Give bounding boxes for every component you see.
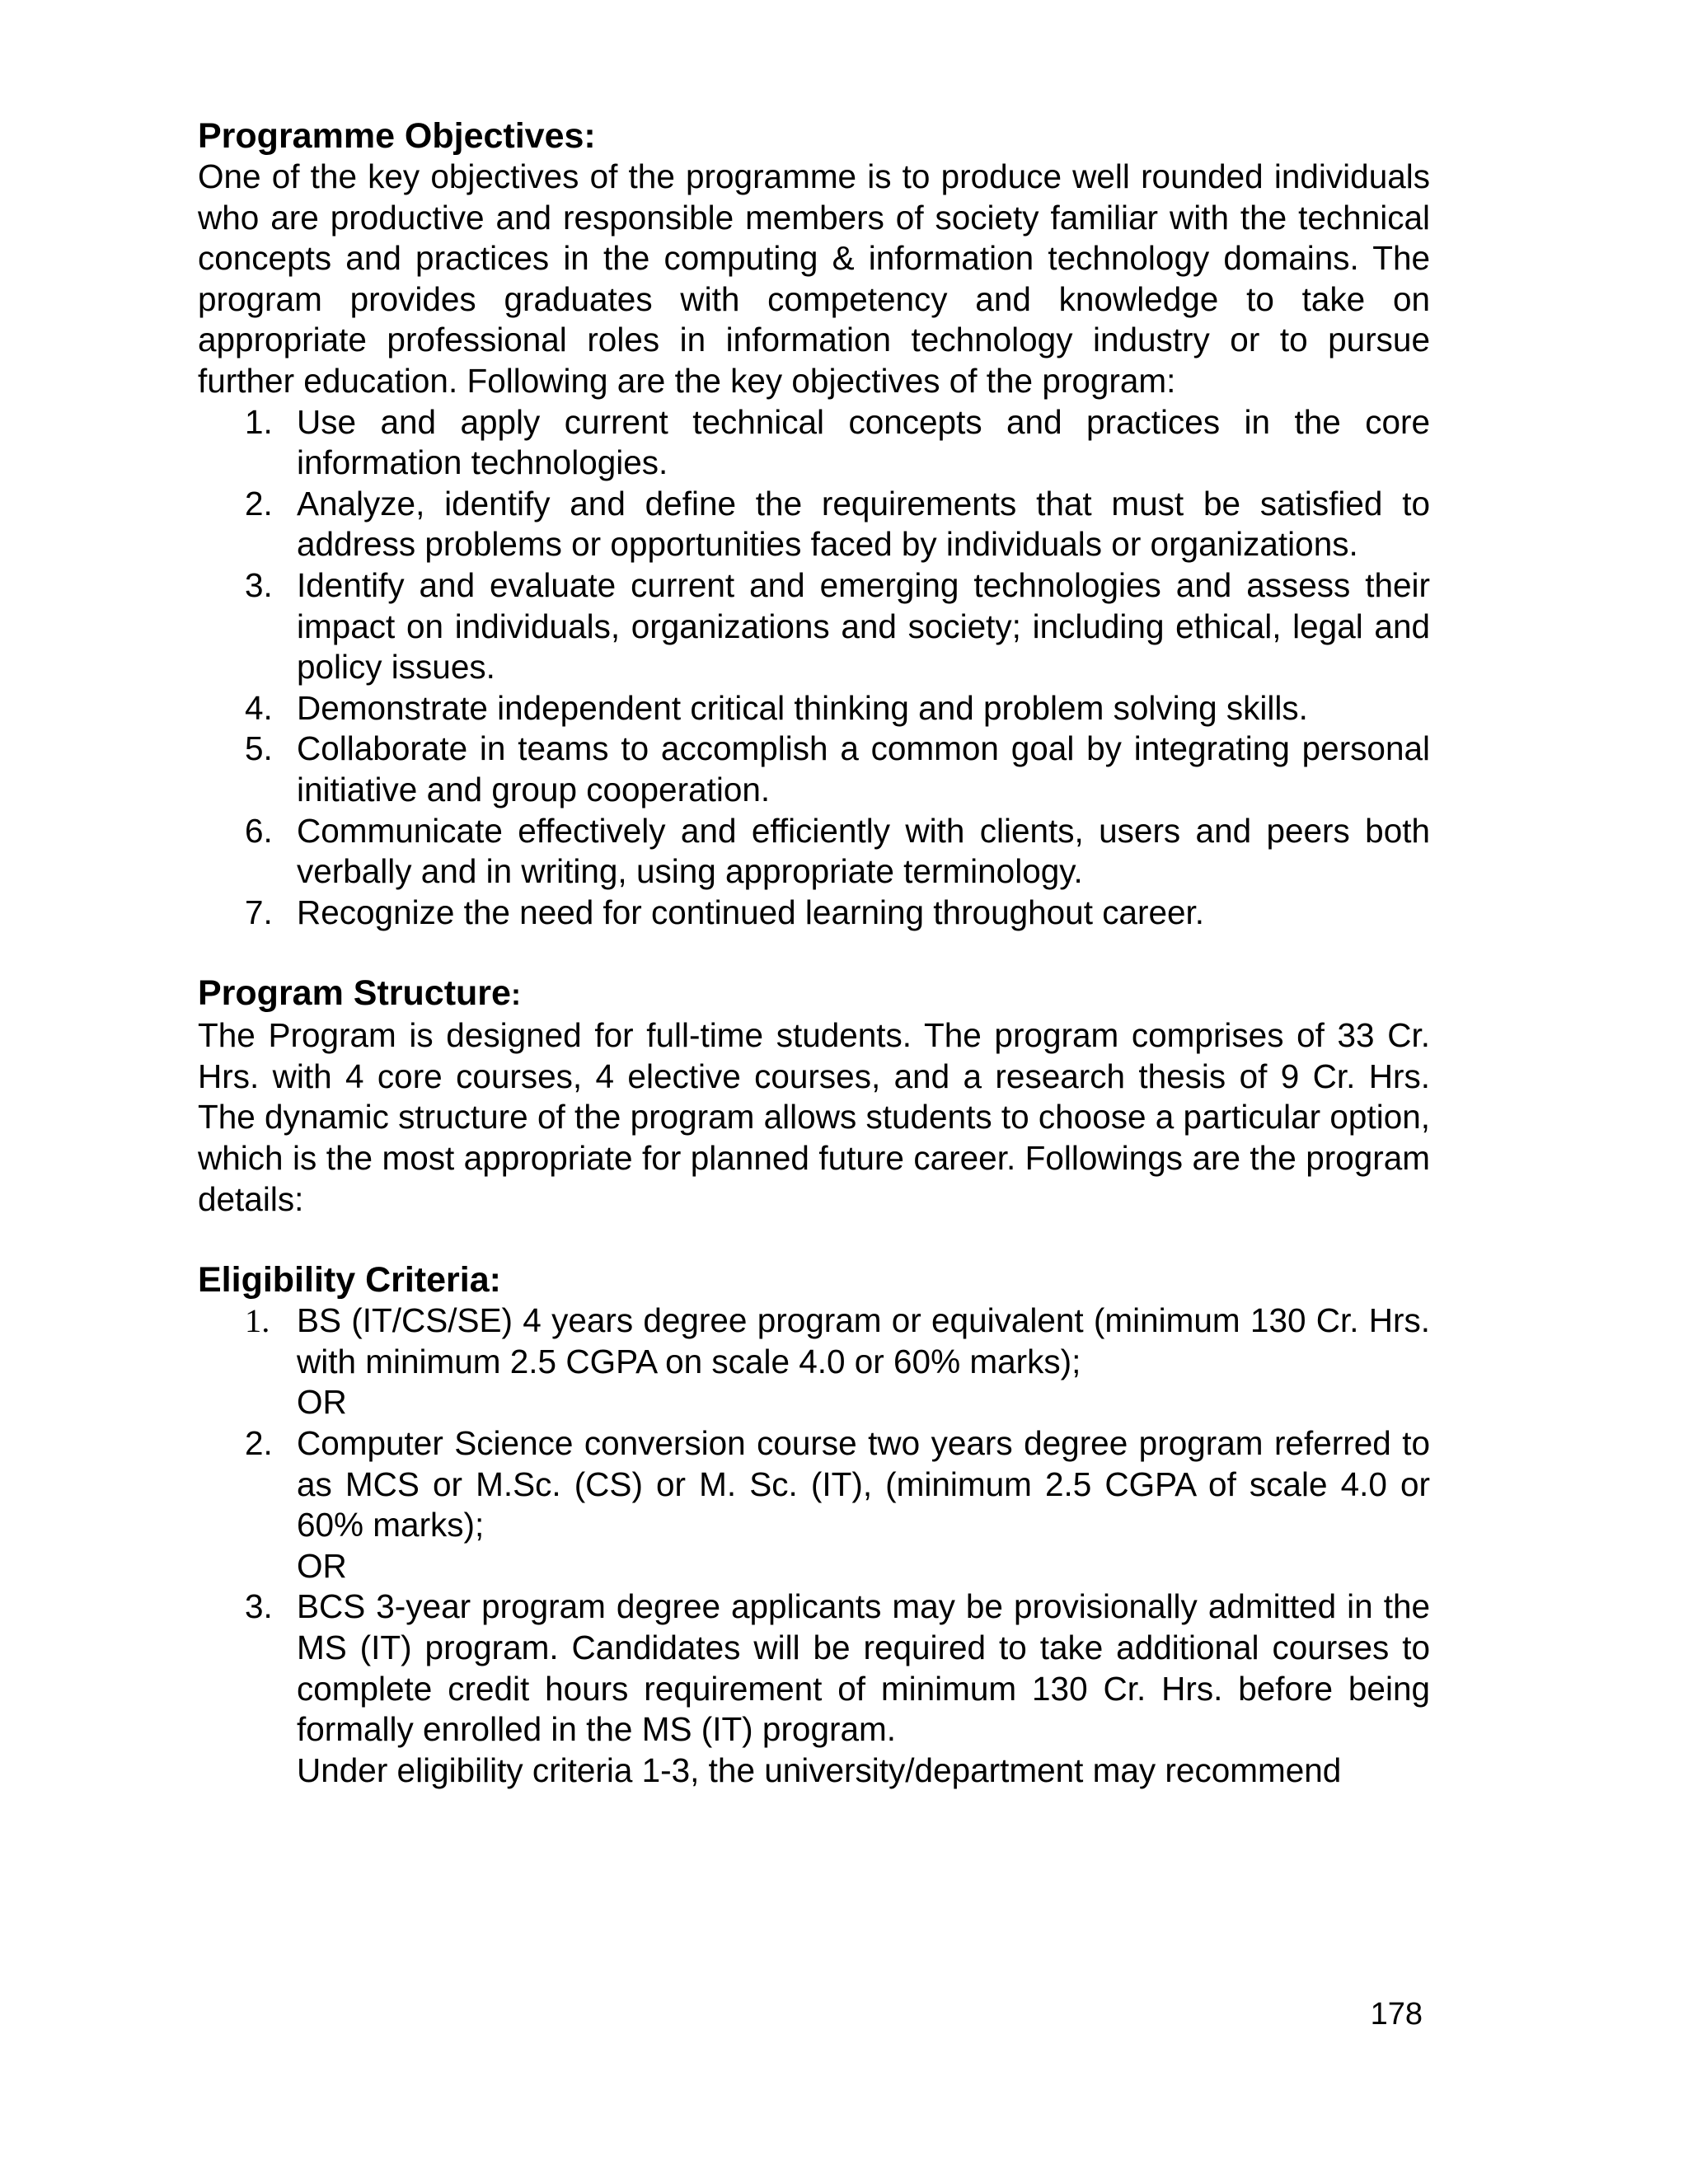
eligibility-heading: Eligibility Criteria:	[198, 1260, 501, 1301]
structure-body: The Program is designed for full-time students. The program comprises of 33 Cr. Hrs. with 4 core courses, 4 elective courses, and a research thesis of 9 Cr. Hrs. The dynamic structure of the program allows students to choose a particular option, which is the most appropriate for planned future career. Followings are the program details:	[198, 1016, 1430, 1218]
eligibility-item	[198, 1301, 1430, 1423]
objective-item	[198, 484, 1430, 565]
objective-text: Use and apply current technical concepts and practices in the core information technologies.	[297, 402, 1430, 482]
objective-number: 4.	[245, 688, 273, 727]
eligibility-text: BCS 3-year program degree applicants may be provisionally admitted in the MS (IT) program. Candidates will be required to take additional courses to complete credit hours requirement of minimum 130 Cr. Hrs. before being formally enrolled in the MS (IT) program.	[297, 1587, 1430, 1749]
objective-item	[198, 893, 1430, 934]
eligibility-number: 2.	[245, 1424, 273, 1463]
objective-text: Demonstrate independent critical thinking and problem solving skills.	[297, 688, 1308, 727]
objective-number: 5.	[245, 729, 273, 768]
objective-text: Identify and evaluate current and emerging technologies and assess their impact on individuals, organizations and society; including ethical, legal and policy issues.	[297, 565, 1430, 687]
objective-text: Analyze, identify and define the requirements that must be satisfied to address problems or opportunities faced by individuals or organizations.	[297, 484, 1430, 564]
eligibility-number: 1.	[245, 1302, 270, 1340]
document-page	[198, 115, 1430, 1791]
eligibility-or: OR	[297, 1546, 347, 1585]
objectives-intro: One of the key objectives of the programme is to produce well rounded individuals who are productive and responsible members of society familiar with the technical concepts and practices in the computing & information technology domains. The program provides graduates with competency and knowledge to take on appropriate professional roles in information technology industry or to pursue further education. Following are the key objectives of the program:	[198, 157, 1430, 400]
objectives-heading: Programme Objectives:	[198, 116, 596, 156]
eligibility-number: 3.	[245, 1587, 273, 1626]
objective-item	[198, 565, 1430, 688]
objective-number: 2.	[245, 484, 273, 523]
eligibility-item	[198, 1586, 1430, 1791]
eligibility-text: Computer Science conversion course two years degree program referred to as MCS or M.Sc. (CS) or M. Sc. (IT), (minimum 2.5 CGPA of scale 4.0 or 60% marks);	[297, 1424, 1430, 1544]
eligibility-list	[198, 1301, 1430, 1791]
objective-number: 1.	[245, 402, 273, 441]
structure-heading	[198, 972, 1430, 1015]
objective-text: Communicate effectively and efficiently with clients, users and peers both verbally and in writing, using appropriate terminology.	[297, 811, 1430, 891]
structure-heading-colon: :	[510, 977, 521, 1012]
eligibility-item	[198, 1423, 1430, 1586]
objective-item	[198, 688, 1430, 729]
objective-item	[198, 402, 1430, 484]
objective-number: 3.	[245, 565, 273, 604]
eligibility-text: BS (IT/CS/SE) 4 years degree program or equivalent (minimum 130 Cr. Hrs. with minimum 2.5 CGPA on scale 4.0 or 60% marks);	[297, 1301, 1430, 1380]
objective-item	[198, 729, 1430, 810]
section-spacer	[198, 1220, 1430, 1259]
objective-number: 7.	[245, 893, 273, 931]
section-spacer	[198, 933, 1430, 972]
eligibility-note: Under eligibility criteria 1-3, the university/department may recommend	[297, 1750, 1342, 1789]
objective-text: Recognize the need for continued learning throughout career.	[297, 893, 1205, 931]
eligibility-or: OR	[297, 1383, 347, 1422]
objective-number: 6.	[245, 811, 273, 850]
structure-heading-text: Program Structure	[198, 973, 511, 1014]
objective-text: Collaborate in teams to accomplish a common goal by integrating personal initiative and group cooperation.	[297, 729, 1430, 808]
page-number: 178	[1370, 1997, 1423, 2032]
objective-item	[198, 811, 1430, 893]
objectives-list	[198, 402, 1430, 934]
